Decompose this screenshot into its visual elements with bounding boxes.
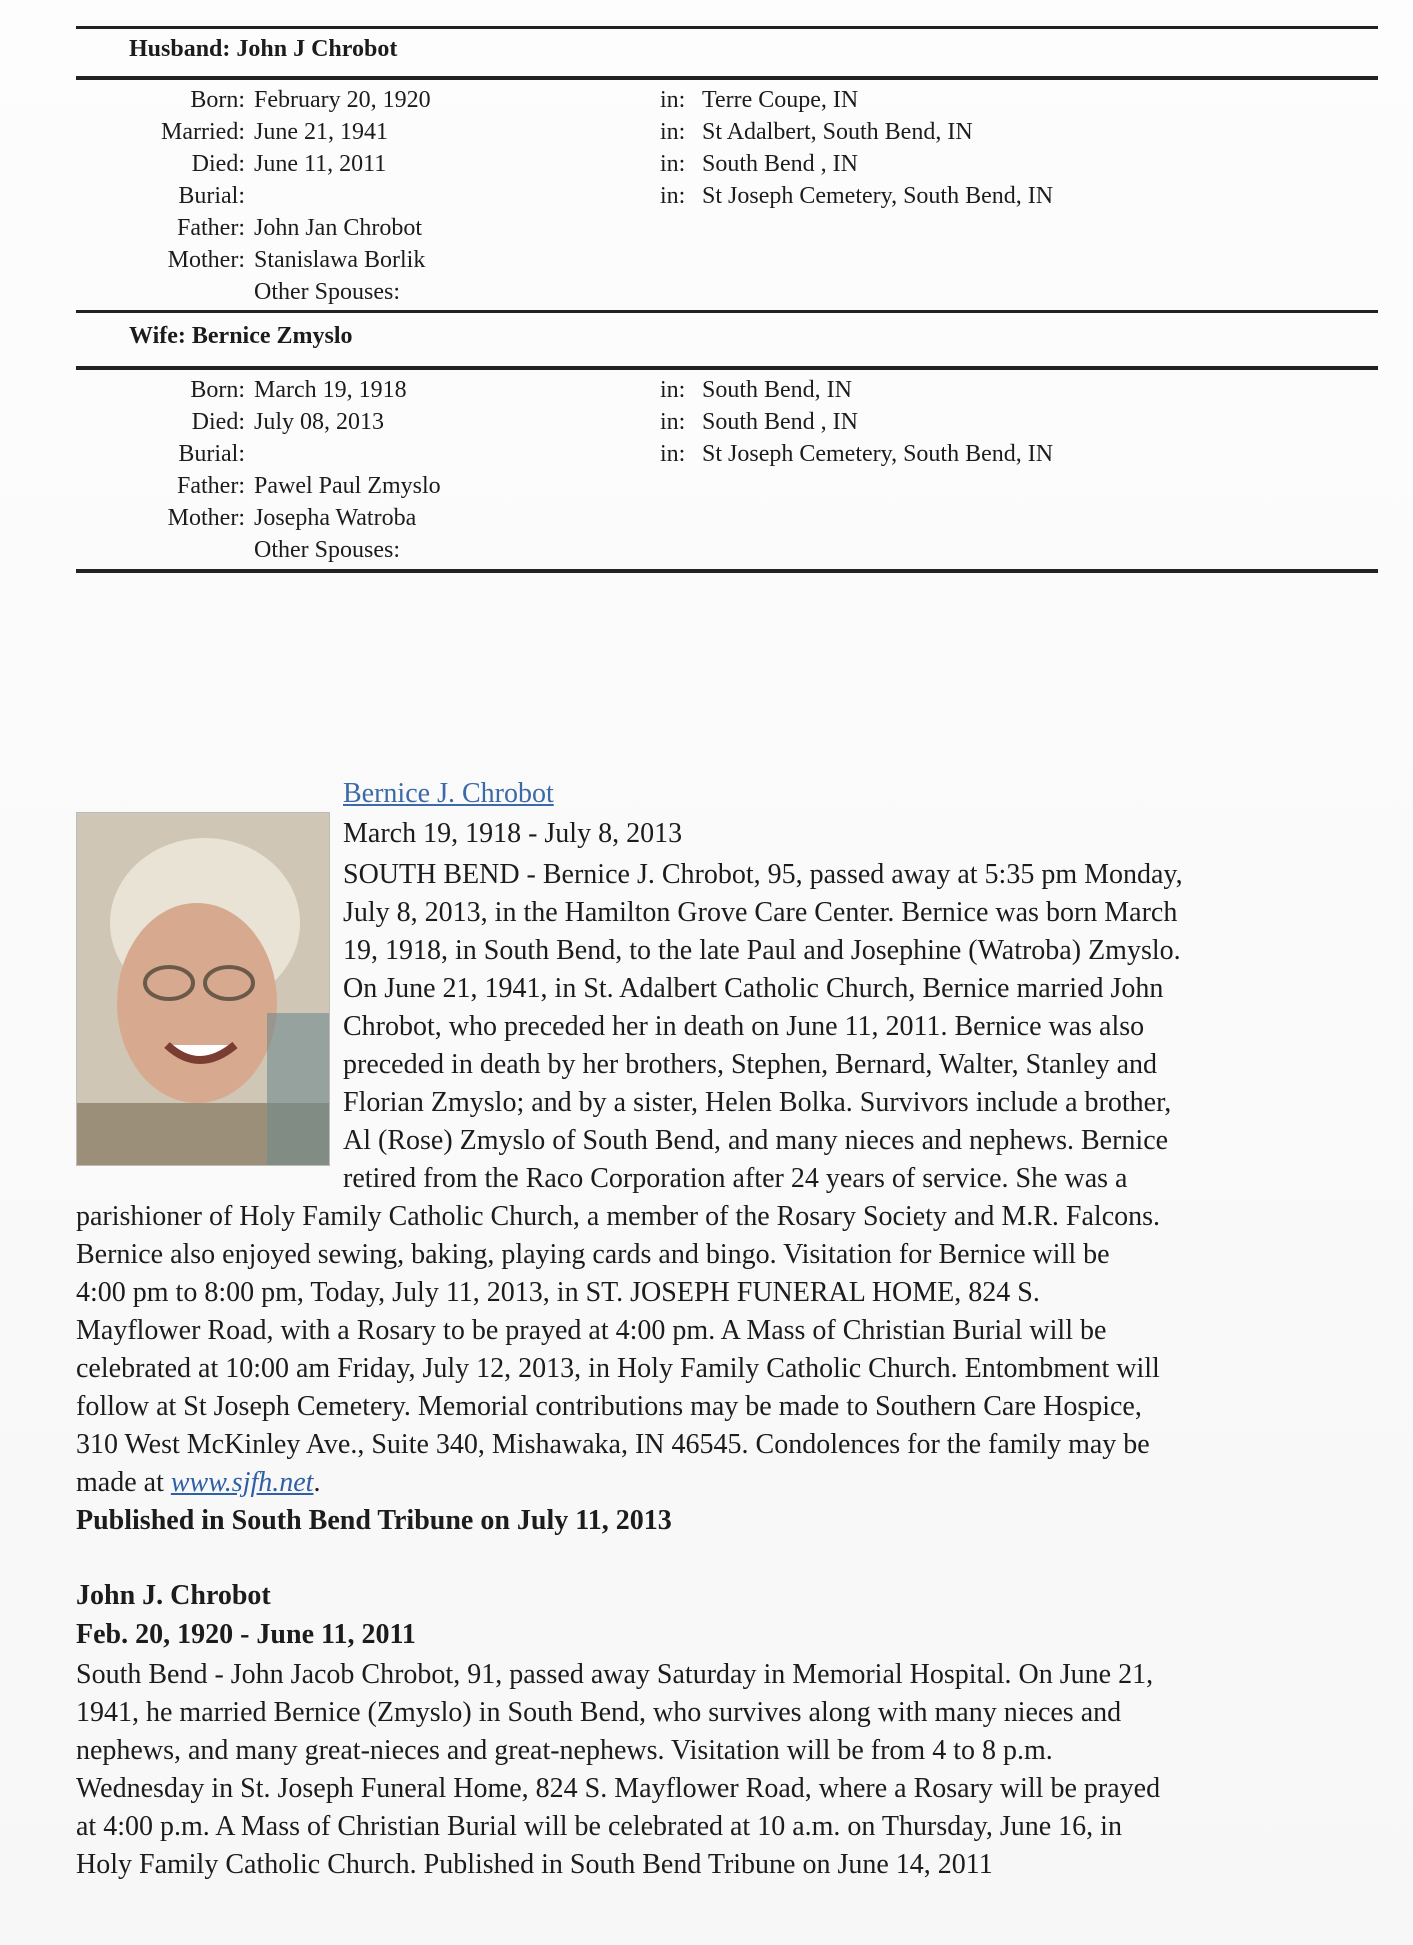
john-obit-dates: Feb. 20, 1920 - June 11, 2011: [76, 1619, 416, 1650]
in-label: in:: [660, 409, 686, 435]
fact-value: Other Spouses:: [254, 279, 400, 305]
fact-label: Mother:: [167, 247, 245, 273]
fact-value: June 11, 2011: [254, 151, 387, 177]
fact-label: Married:: [161, 119, 245, 145]
fact-value: March 19, 1918: [254, 377, 407, 403]
fact-label: Born:: [190, 377, 245, 403]
bernice-obit-indented-text: [343, 856, 1183, 1198]
text-line: SOUTH BEND - Bernice J. Chrobot, 95, passed away at 5:35 pm Monday,: [343, 859, 1183, 890]
in-label: in:: [660, 87, 686, 113]
bottom-rule: [76, 569, 1378, 573]
fact-value: Stanislawa Borlik: [254, 247, 426, 273]
fact-value: Other Spouses:: [254, 537, 400, 563]
text-line: retired from the Raco Corporation after 24 years of service. She was a: [343, 1163, 1128, 1194]
bernice-published-line: Published in South Bend Tribune on July 11, 2013: [76, 1505, 672, 1536]
text-line: parishioner of Holy Family Catholic Church, a member of the Rosary Society and M.R. Falcons.: [76, 1201, 1161, 1232]
wife-top-rule: [76, 310, 1378, 313]
husband-rule: [76, 76, 1378, 80]
fact-label: Father:: [177, 473, 245, 499]
wife-name: Bernice Zmyslo: [191, 323, 353, 349]
text-line: celebrated at 10:00 am Friday, July 12, 2013, in Holy Family Catholic Church. Entombment will: [76, 1353, 1160, 1384]
text-line: follow at St Joseph Cemetery. Memorial contributions may be made to Southern Care Hospice,: [76, 1391, 1142, 1422]
text-line: 19, 1918, in South Bend, to the late Paul and Josephine (Watroba) Zmyslo.: [343, 935, 1181, 966]
in-label: in:: [660, 377, 686, 403]
fact-value: July 08, 2013: [254, 409, 385, 435]
place-text: South Bend, IN: [702, 377, 852, 403]
in-label: in:: [660, 119, 686, 145]
text-line: preceded in death by her brothers, Stephen, Bernard, Walter, Stanley and: [343, 1049, 1158, 1080]
fact-label: Mother:: [167, 505, 245, 531]
husband-header-label: Husband:: [129, 36, 231, 62]
husband-header: [129, 36, 397, 63]
fact-value: Josepha Watroba: [254, 505, 417, 531]
in-label: in:: [660, 441, 686, 467]
wife-rule: [76, 366, 1378, 370]
portrait-illustration: [77, 813, 329, 1165]
wife-header-label: Wife:: [129, 323, 186, 349]
bernice-obit-dates: March 19, 1918 - July 8, 2013: [343, 818, 683, 849]
portrait-photo: [76, 812, 330, 1166]
fact-place: [660, 406, 858, 438]
fact-place: [660, 116, 973, 148]
fact-label: Father:: [177, 215, 245, 241]
fact-value: June 21, 1941: [254, 119, 388, 145]
fact-value: John Jan Chrobot: [254, 215, 422, 241]
top-rule: [76, 26, 1378, 29]
text-line: Chrobot, who preceded her in death on June 11, 2011. Bernice was also: [343, 1011, 1145, 1042]
link-suffix: .: [313, 1467, 321, 1498]
place-text: St Joseph Cemetery, South Bend, IN: [702, 441, 1054, 467]
text-line: Wednesday in St. Joseph Funeral Home, 824 S. Mayflower Road, where a Rosary will be prayed: [76, 1773, 1161, 1804]
fact-place: [660, 180, 1053, 212]
fact-label: Burial:: [178, 183, 245, 209]
text-line: Mayflower Road, with a Rosary to be prayed at 4:00 pm. A Mass of Christian Burial will be: [76, 1315, 1107, 1346]
place-text: St Joseph Cemetery, South Bend, IN: [702, 183, 1054, 209]
fact-label: Died:: [191, 409, 245, 435]
fact-place: [660, 374, 852, 406]
text-line: 4:00 pm to 8:00 pm, Today, July 11, 2013, in ST. JOSEPH FUNERAL HOME, 824 S.: [76, 1277, 1040, 1308]
text-line: On June 21, 1941, in St. Adalbert Catholic Church, Bernice married John: [343, 973, 1164, 1004]
fact-place: [660, 84, 858, 116]
bernice-obit-full-text: [76, 1198, 1160, 1540]
text-line: Bernice also enjoyed sewing, baking, playing cards and bingo. Visitation for Bernice will be: [76, 1239, 1110, 1270]
text-line: Florian Zmyslo; and by a sister, Helen Bolka. Survivors include a brother,: [343, 1087, 1172, 1118]
fact-value: Pawel Paul Zmyslo: [254, 473, 441, 499]
fact-place: [660, 148, 858, 180]
text-line: 310 West McKinley Ave., Suite 340, Mishawaka, IN 46545. Condolences for the family may be: [76, 1429, 1150, 1460]
in-label: in:: [660, 151, 686, 177]
wife-header: [129, 323, 353, 350]
john-obit-title: John J. Chrobot: [76, 1580, 271, 1611]
text-line: Al (Rose) Zmyslo of South Bend, and many nieces and nephews. Bernice: [343, 1125, 1169, 1156]
fact-label: Born:: [190, 87, 245, 113]
text-line: 1941, he married Bernice (Zmyslo) in South Bend, who survives along with many nieces and: [76, 1697, 1122, 1728]
fact-place: [660, 438, 1053, 470]
place-text: South Bend , IN: [702, 151, 858, 177]
fact-value: February 20, 1920: [254, 87, 431, 113]
fact-label: Burial:: [178, 441, 245, 467]
text-line-with-link: [76, 1464, 1160, 1502]
website-link[interactable]: www.sjfh.net: [170, 1467, 314, 1498]
text-line: South Bend - John Jacob Chrobot, 91, passed away Saturday in Memorial Hospital. On June 21,: [76, 1659, 1154, 1690]
place-text: St Adalbert, South Bend, IN: [702, 119, 973, 145]
text-line: at 4:00 p.m. A Mass of Christian Burial will be celebrated at 10 a.m. on Thursday, June 16, in: [76, 1811, 1122, 1842]
place-text: Terre Coupe, IN: [702, 87, 859, 113]
husband-name: John J Chrobot: [236, 36, 398, 62]
bernice-obit-title-link[interactable]: Bernice J. Chrobot: [343, 778, 554, 809]
text-line: Holy Family Catholic Church. Published in South Bend Tribune on June 14, 2011: [76, 1849, 993, 1880]
place-text: South Bend , IN: [702, 409, 858, 435]
john-obit-text: [76, 1656, 1160, 1884]
text-line: July 8, 2013, in the Hamilton Grove Care Center. Bernice was born March: [343, 897, 1178, 928]
link-prefix: made at: [76, 1467, 171, 1498]
in-label: in:: [660, 183, 686, 209]
fact-label: Died:: [191, 151, 245, 177]
text-line: nephews, and many great-nieces and great-nephews. Visitation will be from 4 to 8 p.m.: [76, 1735, 1053, 1766]
